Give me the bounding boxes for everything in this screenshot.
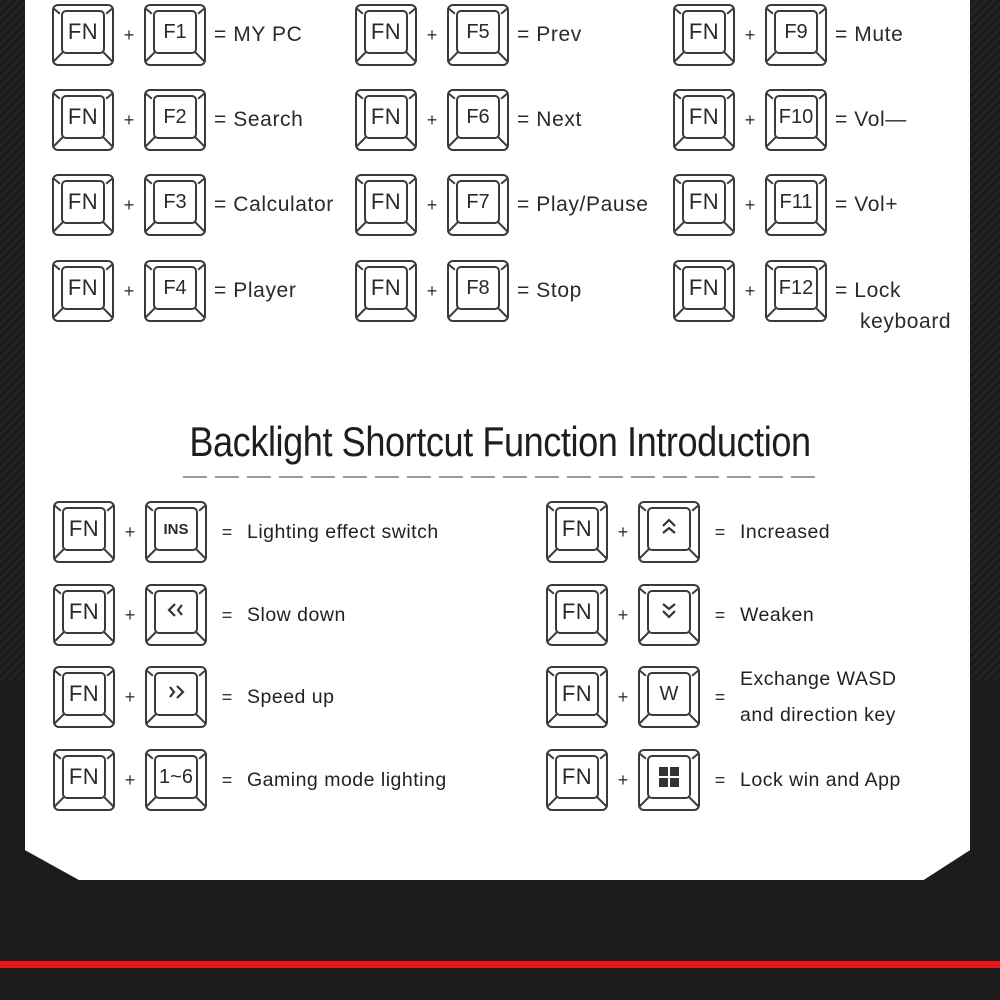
plus-sign: +: [617, 604, 629, 625]
shortcut-description: = MY PC: [214, 23, 303, 46]
fn-key-label: FN: [68, 764, 100, 789]
plus-sign: +: [617, 686, 629, 707]
f-key-label: F4: [163, 276, 187, 299]
f-key-label: F6: [466, 105, 490, 128]
plus-sign: +: [123, 24, 135, 45]
f-key: [447, 260, 509, 322]
fn-key: [355, 89, 417, 151]
shortcut-description: = Search: [214, 108, 304, 131]
accent-line: [0, 961, 1000, 968]
shortcut-description: = Play/Pause: [517, 193, 649, 216]
function-key: [145, 749, 207, 811]
fn-key: [673, 4, 735, 66]
fn-key: [52, 260, 114, 322]
plus-sign: +: [744, 194, 756, 215]
plus-sign: +: [123, 194, 135, 215]
fn-key: [355, 174, 417, 236]
f-key: [765, 174, 827, 236]
fn-key: [355, 4, 417, 66]
shortcut-description: = Calculator: [214, 193, 334, 216]
fn-key: [53, 666, 115, 728]
plus-sign: +: [123, 109, 135, 130]
function-key: [638, 749, 700, 811]
w-key-icon: W: [659, 682, 679, 705]
fn-key-label: FN: [688, 104, 720, 129]
backlight-shortcut-row: [546, 664, 896, 730]
fn-key-label: FN: [68, 681, 100, 706]
shortcut-description: = Prev: [517, 23, 582, 46]
fn-key-label: FN: [370, 104, 402, 129]
fn-shortcut-row: [355, 87, 582, 153]
backlight-shortcut-row: [53, 664, 335, 730]
description-line: Weaken: [740, 604, 815, 626]
fn-shortcut-row: [673, 172, 898, 238]
f-key-label: F2: [163, 105, 187, 128]
fn-key: [53, 584, 115, 646]
fn-key-label: FN: [370, 275, 402, 300]
plus-sign: +: [744, 24, 756, 45]
description-line: and direction key: [740, 704, 896, 726]
function-key: [145, 666, 207, 728]
plus-sign: +: [617, 769, 629, 790]
lock-keyboard-continued: keyboard: [860, 310, 952, 333]
fn-key: [673, 89, 735, 151]
function-key: [145, 501, 207, 563]
function-key: [638, 584, 700, 646]
fn-shortcut-row: [52, 87, 303, 153]
plus-sign: +: [124, 521, 136, 542]
fn-key-label: FN: [561, 599, 593, 624]
arrow-up-icon: [659, 517, 679, 542]
equals-sign: =: [714, 521, 726, 542]
fn-key-label: FN: [688, 19, 720, 44]
fn-key: [546, 501, 608, 563]
plus-sign: +: [123, 280, 135, 301]
f-key: [144, 4, 206, 66]
f-key: [144, 174, 206, 236]
shortcut-description: = Vol+: [835, 193, 899, 216]
f-key-label: F9: [784, 20, 808, 43]
f-key-label: F7: [466, 190, 490, 213]
shortcut-description: = Player: [214, 279, 297, 302]
fn-key-label: FN: [688, 189, 720, 214]
fn-key-label: FN: [561, 681, 593, 706]
plus-sign: +: [124, 686, 136, 707]
backlight-shortcut-row: [53, 499, 439, 565]
equals-sign: =: [221, 604, 233, 625]
fn-key-label: FN: [561, 764, 593, 789]
f-key-label: F12: [778, 276, 814, 299]
function-key: [638, 666, 700, 728]
plus-sign: +: [426, 280, 438, 301]
backlight-description: [740, 597, 814, 633]
f-key-label: F11: [779, 190, 813, 213]
f-key: [447, 89, 509, 151]
f-key: [144, 260, 206, 322]
f-key-label: F5: [466, 20, 490, 43]
plus-sign: +: [426, 24, 438, 45]
description-line: Exchange WASD: [740, 668, 897, 690]
plus-sign: +: [744, 109, 756, 130]
title-divider: [183, 476, 815, 478]
f-key-label: F3: [163, 190, 187, 213]
description-line: Lighting effect switch: [247, 521, 439, 543]
fn-key-label: FN: [67, 275, 99, 300]
f-key-label: F10: [778, 105, 814, 128]
fn-key-label: FN: [561, 516, 593, 541]
f-key: [765, 260, 827, 322]
fast-forward-icon: [166, 682, 186, 707]
backlight-description: [247, 679, 335, 715]
windows-icon: [659, 767, 679, 787]
function-key: [638, 501, 700, 563]
fn-key-label: FN: [370, 189, 402, 214]
number-range-icon: 1~6: [159, 765, 193, 788]
ins-icon: INS: [163, 520, 189, 538]
plus-sign: +: [617, 521, 629, 542]
f-key: [765, 4, 827, 66]
description-line: Increased: [740, 521, 831, 543]
fn-key: [52, 4, 114, 66]
fn-key-label: FN: [68, 516, 100, 541]
fn-shortcut-row: [355, 258, 582, 324]
shortcut-description: = Next: [517, 108, 582, 131]
fn-shortcut-row: [52, 2, 302, 68]
fn-key: [355, 260, 417, 322]
fn-key: [53, 749, 115, 811]
f-key: [144, 89, 206, 151]
shortcut-description: = Mute: [835, 23, 904, 46]
plus-sign: +: [426, 194, 438, 215]
backlight-description: [247, 514, 439, 550]
fn-key: [546, 666, 608, 728]
fn-key: [673, 260, 735, 322]
backlight-shortcut-row: [546, 747, 901, 813]
fn-key: [53, 501, 115, 563]
backlight-description: [740, 514, 830, 550]
fn-key-label: FN: [688, 275, 720, 300]
function-key: [145, 584, 207, 646]
f-key: [765, 89, 827, 151]
fn-shortcut-row: [355, 2, 582, 68]
description-line: Lock win and App: [740, 769, 901, 791]
equals-sign: =: [714, 686, 726, 707]
fn-shortcut-row: [673, 2, 903, 68]
fn-key: [52, 174, 114, 236]
f-key-label: F8: [466, 276, 490, 299]
section-title: Backlight Shortcut Function Introduction: [189, 418, 811, 465]
plus-sign: +: [124, 769, 136, 790]
backlight-shortcut-row: [53, 582, 346, 648]
backlight-shortcut-row: [546, 582, 814, 648]
backlight-description: [740, 661, 896, 733]
backlight-shortcut-row: [546, 499, 830, 565]
description-line: Speed up: [247, 686, 335, 708]
plus-sign: +: [124, 604, 136, 625]
f-key-label: F1: [163, 20, 187, 43]
f-key: [447, 4, 509, 66]
backlight-description: [740, 762, 901, 798]
backlight-description: [247, 597, 346, 633]
shortcut-description: = Vol—: [835, 108, 907, 131]
shortcut-description: = Lock: [835, 279, 902, 302]
plus-sign: +: [744, 280, 756, 301]
shortcut-description: = Stop: [517, 279, 582, 302]
equals-sign: =: [221, 686, 233, 707]
fn-key-label: FN: [67, 104, 99, 129]
fn-key-label: FN: [68, 599, 100, 624]
description-line: Gaming mode lighting: [247, 769, 447, 791]
plus-sign: +: [426, 109, 438, 130]
fn-key-label: FN: [67, 189, 99, 214]
fn-key: [52, 89, 114, 151]
equals-sign: =: [714, 604, 726, 625]
fn-key-label: FN: [67, 19, 99, 44]
fn-shortcut-row: [355, 172, 649, 238]
backlight-shortcut-row: [53, 747, 447, 813]
rewind-icon: [166, 600, 186, 625]
f-key: [447, 174, 509, 236]
equals-sign: =: [221, 521, 233, 542]
arrow-down-icon: [659, 600, 679, 625]
backlight-description: [247, 762, 447, 798]
fn-key: [673, 174, 735, 236]
fn-key: [546, 584, 608, 646]
fn-key-label: FN: [370, 19, 402, 44]
description-line: Slow down: [247, 604, 346, 626]
fn-shortcut-row: [673, 87, 907, 153]
equals-sign: =: [714, 769, 726, 790]
fn-shortcut-row: [52, 258, 296, 324]
equals-sign: =: [221, 769, 233, 790]
fn-shortcut-row: [52, 172, 334, 238]
fn-key: [546, 749, 608, 811]
